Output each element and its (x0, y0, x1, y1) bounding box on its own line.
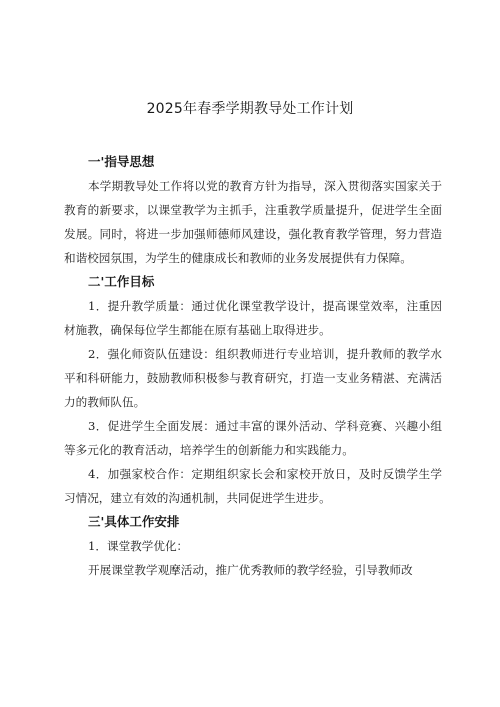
document-title: 2025年春季学期教导处工作计划 (146, 101, 354, 117)
section-heading-work-arrangements: 三'具体工作安排 (88, 514, 180, 529)
paragraph-guiding-ideology: 本学期教导处工作将以党的教育方针为指导，深入贯彻落实国家关于教育的新要求，以课堂教学为主抓手，注重教学质量提升，促进学生全面发展。同时，将进一步加强师德师风建设，强化教育教学管理，努力营造和谐校园氛围，为学生的健康成长和教师的业务发展提供有力保障。 (64, 179, 442, 265)
paragraph-goal-4: 4．加强家校合作：定期组织家长会和家校开放日，及时反馈学生学习情况，建立有效的沟通机制，共同促进学生进步。 (64, 467, 442, 505)
paragraph-goal-2: 2．强化师资队伍建设：组织教师进行专业培训，提升教师的教学水平和科研能力，鼓励教师积极参与教育研究，打造一支业务精湛、充满活力的教师队伍。 (64, 347, 442, 409)
paragraph-arrangement-1-title: 1．课堂教学优化： (88, 539, 189, 553)
paragraph-goal-1: 1．提升教学质量：通过优化课堂教学设计，提高课堂效率，注重因材施教，确保每位学生都能在原有基础上取得进步。 (64, 299, 442, 337)
section-heading-work-goals: 二'工作目标 (88, 274, 155, 289)
document-body (64, 150, 442, 582)
paragraph-goal-3: 3．促进学生全面发展：通过丰富的课外活动、学科竞赛、兴趣小组等多元化的教育活动，培养学生的创新能力和实践能力。 (64, 419, 442, 457)
section-heading-guiding-ideology: 一'指导思想 (88, 154, 155, 169)
paragraph-arrangement-1-body: 开展课堂教学观摩活动，推广优秀教师的教学经验，引导教师改 (88, 563, 413, 577)
